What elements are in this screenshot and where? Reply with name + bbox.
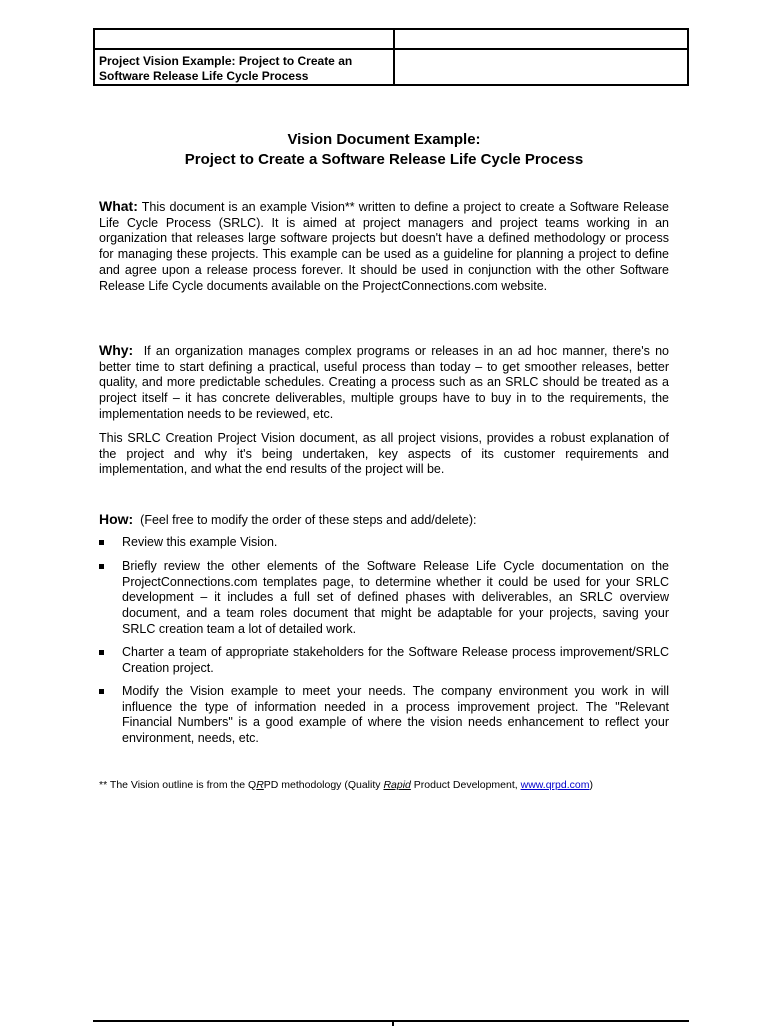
footnote-r-letter: R [256,779,264,791]
bullet-square-icon [99,540,104,545]
header-title: Project Vision Example: Project to Create an Software Release Life Cycle Process [99,54,353,83]
how-label: How: [99,511,134,527]
bottom-table-border [93,1020,689,1022]
bullet-square-icon [99,689,104,694]
header-cell-empty-right [394,29,688,49]
list-item [99,535,669,551]
step-text: Modify the Vision example to meet your needs. The company environment you work in will influence the type of information needed in a process improvement project. The "Relevant Financial Numbers" is a good example of where the vision needs enhancement to reflect your environment, needs, etc. [122,684,669,746]
step-text: Charter a team of appropriate stakeholders for the Software Release process improvement/SRLC Creation project. [122,645,669,675]
why-text-2: This SRLC Creation Project Vision document, as all project visions, provides a robust explanation of the project and why it's being undertaken, key aspects of its customer requirements and implementation, and what the end results of the project will be. [99,431,669,477]
footnote [99,779,679,792]
how-section [99,511,476,528]
step-text: Review this example Vision. [122,535,278,549]
footnote-middle: PD methodology (Quality [263,779,384,791]
how-intro: (Feel free to modify the order of these steps and add/delete): [140,513,477,527]
footnote-prefix: ** The Vision outline is from the Q [99,779,257,791]
why-section [99,343,669,423]
document-title-line2: Project to Create a Software Release Life Cycle Process [184,151,584,168]
header-table [93,28,689,86]
document-title-line1: Vision Document Example: [287,131,481,148]
footnote-rapid: Rapid [383,779,411,791]
bottom-table-divider [392,1020,394,1026]
footnote-close: ) [589,779,593,791]
what-label: What: [99,198,138,214]
list-item [99,559,669,638]
document-title [93,130,675,170]
list-item [99,645,669,676]
header-title-cell [94,49,394,85]
footnote-after: Product Development, [410,779,521,791]
why-label: Why: [99,342,134,358]
header-cell-empty-left [94,29,394,49]
bullet-square-icon [99,564,104,569]
bullet-square-icon [99,650,104,655]
step-text: Briefly review the other elements of the Software Release Life Cycle documentation on the ProjectConnections.com templates page, to determine whether it could be used for your SRLC development – it includes a full set of defined phases with deliverables, an SRLC overview document, and a team roles document that might be adaptable for your projects, saving your SRLC creation team a lot of detailed work. [122,559,669,636]
what-text: This document is an example Vision** written to define a project to create a Software Release Life Cycle Process (SRLC). It is aimed at project managers and project teams working in an organization that releases large software projects but doesn't have a defined methodology or process for managing these projects. This example can be used as a guideline for planning a project to define and agree upon a release process forever. It should be used in conjunction with the other Software Release Life Cycle documents available on the ProjectConnections.com website. [99,200,669,293]
why-text: If an organization manages complex programs or releases in an ad hoc manner, there's no better time to start defining a practical, useful process than today – to get smoother releases, better quality, and more predictable schedules. Creating a process such as an SRLC should be treated as a project itself – it has concrete deliverables, multiple groups have to buy in to the requirements, the implementation needs to be reviewed, etc. [99,344,669,421]
list-item [99,684,669,747]
what-section [99,199,669,294]
header-cell-right [394,49,688,85]
qrpd-link[interactable]: www.qrpd.com [520,779,590,791]
